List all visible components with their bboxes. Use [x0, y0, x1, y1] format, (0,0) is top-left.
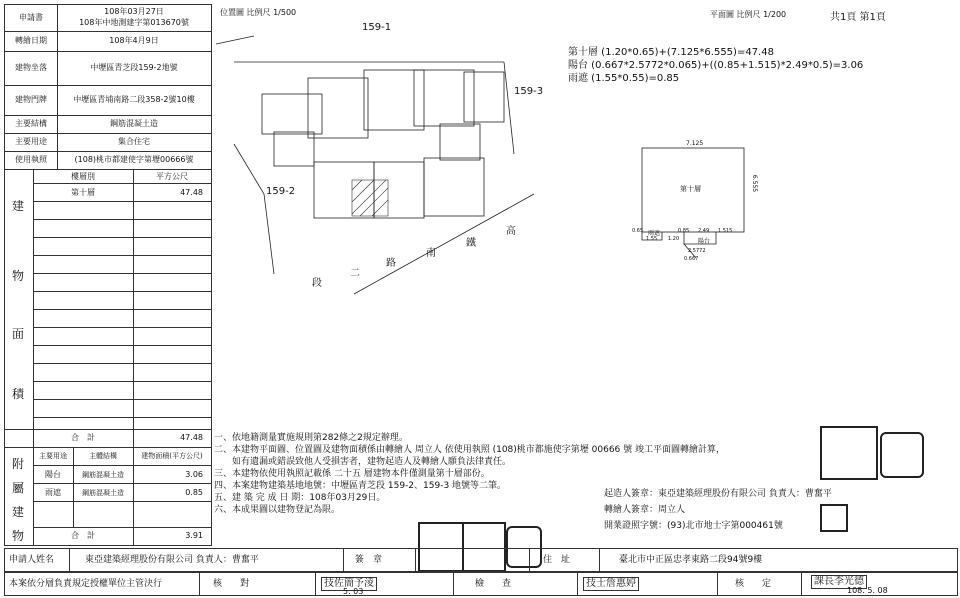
building-block — [308, 78, 368, 138]
address-label: 住 址 — [543, 555, 571, 565]
formula-balcony: 陽台 (0.667*2.5772*0.065)+((0.85+1.515)*2.49*0.5)=3.06 — [568, 60, 864, 71]
area-total-label: 合 計 — [71, 433, 95, 442]
builder-signature: 起造人簽章：東亞建築經理股份有限公司 負責人：曹奮平 — [604, 489, 832, 499]
label-application: 申請書 — [19, 13, 43, 22]
drafter-signature: 轉繪人簽章：周立人 — [604, 505, 686, 515]
label-door-plate: 建物門牌 — [15, 95, 47, 104]
note-line: 二、本建物平面圖、位置圖及建物面積係由轉繪人 周立人 依使用執照 (108)桃市都施使字第壢 00666 號 竣工平面圖轉繪計算， — [214, 445, 725, 455]
dim-value: 0.85 — [678, 228, 690, 234]
note-line: 五、建 築 完 成 日 期：108年03月29日。 — [214, 493, 386, 503]
lot-label-west: 159-2 — [266, 186, 296, 197]
applicant-value: 東亞建築經理股份有限公司 負責人：曹奮平 — [85, 555, 259, 565]
formula-awning: 雨遮 (1.55*0.55)=0.85 — [568, 73, 680, 84]
area-total-value: 47.48 — [180, 433, 203, 442]
building-block — [262, 94, 322, 134]
note-line: 四、本案建物建築基地地號：中壢區青芝段 159-2、159-3 地號等二筆。 — [214, 481, 507, 491]
side-char: 積 — [12, 387, 25, 401]
signer-name: 技士詹惠婷 — [583, 577, 639, 591]
attach-side-label — [5, 447, 33, 545]
drafter-seal — [820, 504, 848, 532]
label-location: 建物坐落 — [15, 63, 47, 72]
side-char: 建 — [12, 505, 25, 519]
side-char: 物 — [12, 529, 25, 543]
side-char: 建 — [12, 199, 25, 213]
col-attach-area-header: 建物面積(平方公尺) — [141, 452, 203, 460]
seal-label: 簽 章 — [355, 555, 383, 565]
attach-area: 0.85 — [185, 488, 203, 497]
value-redraw-date: 108年4月9日 — [109, 36, 159, 45]
dim-value: 1.20 — [668, 236, 680, 242]
lot-label-east: 159-3 — [514, 86, 544, 97]
date-stamp: 5. 03 — [343, 587, 364, 596]
lot-boundary — [504, 62, 514, 154]
floor-label: 第十層 — [680, 185, 701, 193]
road-char: 段 — [312, 278, 322, 289]
road-char: 鐵 — [466, 238, 476, 249]
site-plan-drawing — [214, 14, 534, 304]
dim-value: 2.5772 — [688, 248, 706, 254]
area-side-label — [5, 169, 33, 429]
dim-top: 7.125 — [686, 140, 704, 147]
awning-label: 雨遮 — [648, 230, 661, 237]
license-number: 開業證照字號：(93)北市地士字第000461號 — [604, 521, 783, 531]
road-char: 路 — [386, 258, 396, 269]
note-line: 三、本建物依使用執照記載係 二十五 層建物本件僅測量第十層部份。 — [214, 469, 490, 479]
site-plan-header: 位置圖 比例尺 1/500 — [220, 8, 297, 17]
label-usage: 主要用途 — [15, 137, 47, 146]
attach-struct: 鋼筋混凝土造 — [82, 471, 124, 479]
note-line: 六、本成果圖以建物登記為限。 — [214, 505, 341, 515]
label-structure: 主要結構 — [15, 119, 47, 128]
attach-total-label: 合 計 — [71, 531, 95, 540]
balcony-label: 陽台 — [698, 238, 711, 245]
side-char: 面 — [12, 327, 25, 341]
floor-area: 47.48 — [180, 188, 203, 197]
building-block — [424, 158, 484, 216]
side-char: 物 — [12, 269, 25, 283]
check-label: 檢 查 — [475, 579, 512, 589]
attach-area: 3.06 — [185, 470, 203, 479]
side-char: 屬 — [12, 481, 25, 495]
signer-name: 課長李光德 — [811, 575, 867, 589]
address-value: 臺北市中正區忠孝東路二段94號9樓 — [619, 555, 763, 565]
attach-use: 雨遮 — [45, 488, 61, 497]
col-use-header: 主要用途 — [39, 452, 67, 460]
road-edge — [354, 194, 534, 294]
floor-name: 第十層 — [71, 188, 95, 197]
company-seal-small — [880, 432, 924, 478]
attach-struct: 鋼筋混凝土造 — [82, 489, 124, 497]
lot-boundary — [234, 144, 274, 274]
col-floor-header: 樓層別 — [71, 172, 95, 181]
note-line: 一、依地籍測量實施規則第282條之2規定辦理。 — [214, 433, 408, 443]
value-application-date: 108年03月27日 — [104, 7, 164, 16]
road-char: 南 — [426, 248, 436, 259]
label-license: 使用執照 — [15, 155, 47, 164]
value-location: 中壢區青芝段159-2地號 — [90, 63, 178, 72]
value-license: (108)桃市都建使字第壢00666號 — [74, 155, 194, 164]
north-arrow-line — [216, 36, 254, 44]
col-struct-header: 主體結構 — [89, 452, 117, 460]
attach-total-value: 3.91 — [185, 531, 203, 540]
dim-value: 0.65 — [632, 228, 644, 234]
road-char: 二 — [350, 268, 360, 279]
dim-value: 1.55 — [646, 236, 658, 242]
value-door-plate: 中壢區青埔南路二段358-2號10樓 — [73, 95, 195, 104]
building-block — [374, 162, 424, 218]
building-block — [440, 124, 480, 160]
side-char: 附 — [12, 457, 25, 471]
formula-floor: 第十層 (1.20*0.65)+(7.125*6.555)=47.48 — [568, 47, 774, 58]
road-char: 高 — [506, 226, 516, 237]
col-area-header: 平方公尺 — [156, 172, 188, 181]
dim-right: 6.555 — [751, 174, 759, 193]
dim-value: 2.49 — [698, 228, 710, 234]
company-seal — [820, 426, 878, 480]
date-stamp: 108. 5. 08 — [847, 586, 888, 595]
page-count: 共1頁 第1頁 — [830, 12, 886, 23]
bottom-row-approval — [4, 572, 958, 596]
dim-value: 1.515 — [718, 228, 733, 234]
value-structure: 鋼筋混凝土造 — [110, 119, 158, 128]
building-block — [464, 72, 504, 122]
note-line: 如有遺漏或錯誤致他人受損害者，建物起造人及轉繪人願負法律責任。 — [214, 457, 512, 467]
value-application-number: 108年中地測建字第013670號 — [79, 18, 189, 27]
signer-name: 技佐簡予淩 — [321, 577, 377, 591]
value-usage: 集合住宅 — [118, 137, 150, 146]
bottom-row-applicant — [4, 548, 958, 572]
building-block — [314, 162, 374, 218]
building-block — [414, 70, 474, 126]
dim-value: 0.667 — [684, 256, 699, 262]
check-label: 核 對 — [213, 579, 250, 589]
building-block — [364, 70, 424, 130]
attach-use: 陽台 — [45, 470, 61, 479]
label-redraw-date: 轉繪日期 — [15, 36, 47, 45]
left-table — [4, 4, 212, 546]
applicant-label: 申請人姓名 — [9, 555, 55, 565]
lot-label-north: 159-1 — [362, 22, 392, 33]
unit-label: 本案依分層負責規定授權單位主管決行 — [9, 579, 163, 589]
floor-plan-header: 平面圖 比例尺 1/200 — [710, 10, 787, 19]
check-label: 核 定 — [735, 579, 772, 589]
